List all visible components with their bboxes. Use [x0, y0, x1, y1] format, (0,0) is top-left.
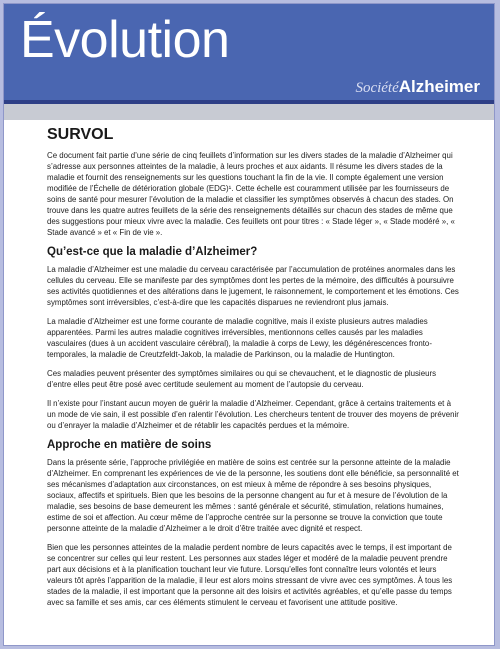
paragraph: Bien que les personnes atteintes de la maladie perdent nombre de leurs capacités avec le temps, il est important de se concentrer sur celles qui leur restent. Les personnes aux stades léger et modéré de la maladie peuvent prendre part aux décisions et à la planification touchant leur vie future. Lorsqu’elles font connaître leurs volontés et leurs valeurs tôt après l’apparition de la maladie, il leur est alors moins stressant de vivre avec ces symptômes. À tous les stades de la maladie, il est important que la personne ait des loisirs et activités agréables, et qu’elle passe du temps avec sa famille et ses amis, car ces éléments stimulent le cerveau et favorisent une attitude positive. [47, 543, 453, 607]
paragraph: Dans la présente série, l’approche privilégiée en matière de soins est centrée sur la personne atteinte de la maladie d’Alzheimer. En comprenant les expériences de vie de la personne, les soutiens dont elle bénéficie, sa personnalité et ses mécanismes d’adaptation aux circonstances, on est mieux à même de répondre à ses besoins physiques, sociaux, affectifs et spirituels. Bien que les besoins de la personne changent au fur et à mesure de l’évolution de la maladie, ses besoins de base demeurent les mêmes : santé générale et sécurité, stimulation, relations humaines, estime de soi et affection. Au cœur même de l’approche centrée sur la personne se trouve la conviction que toute personne atteinte de la maladie d’Alzheimer a le droit d’être traitée avec dignité et respect. [47, 458, 459, 533]
brand-societe: Société [355, 80, 399, 96]
section-heading-alzheimer: Qu’est-ce que la maladie d’Alzheimer? [47, 246, 258, 258]
section-heading-soins: Approche en matière de soins [47, 439, 212, 451]
header-banner [4, 4, 494, 104]
header-divider-band [4, 104, 494, 120]
document-page [3, 3, 495, 646]
paragraph: La maladie d’Alzheimer est une forme courante de maladie cognitive, mais il existe plusieurs autres maladies apparentées. Parmi les autres maladie cognitives irréversibles, mentionnons celles causés par les maladies vasculaires (dues à un accident vasculaire cérébral), la maladie à corps de Lewy, les dégénérescences fronto-temporales, la maladie de Creutzfeldt-Jakob, la maladie de Parkinson, ou la maladie de Huntington. [47, 317, 432, 359]
brand-alzheimer: Alzheimer [398, 77, 480, 96]
document-title: Évolution [20, 11, 230, 69]
paragraph: La maladie d’Alzheimer est une maladie du cerveau caractérisée par l’accumulation de protéines anormales dans les cellules du cerveau. Elle se manifeste par des symptômes dont les pertes de la mémoire, des difficultés à poursuivre ses activités quotidiennes et des altérations dans le jugement, le raisonnement, le comportement et les émotions. Ces symptômes sont irréversibles, c’est-à-dire que les capacités disparues ne reviendront plus jamais. [47, 265, 459, 307]
document-body [47, 126, 461, 616]
paragraph: Ces maladies peuvent présenter des symptômes similaires ou qui se chevauchent, et le diagnostic de plusieurs d’entre elles peut être posé avec certitude seulement au moment de l’autopsie du cerveau. [47, 369, 437, 389]
section-heading-survol: SURVOL [47, 126, 114, 143]
brand-logo [355, 78, 480, 97]
intro-paragraph: Ce document fait partie d’une série de cinq feuillets d’information sur les divers stades de la maladie d’Alzheimer qui s’adresse aux personnes atteintes de la maladie, à leurs proches et aux aidants. Il résume les divers stades de la maladie et fournit des renseignements sur les questions touchant la fin de la vie. Il compte également une version modifiée de l’Échelle de détérioration globale (EDG)¹. Cette échelle est couramment utilisée par les fournisseurs de soins de santé pour mesurer l’évolution de la maladie et classifier les symptômes observés à chacun des stades. On trouve dans les quatre autres feuillets de la série des renseignements détaillés sur chacun des stades de même que des suggestions pour mieux vivre avec la maladie. Ces feuillets ont pour titres : « Stade léger », « Stade modéré », « Stade avancé » et « Fin de vie ». [47, 151, 455, 237]
paragraph: Il n’existe pour l’instant aucun moyen de guérir la maladie d’Alzheimer. Cependant, grâce à certains traitements et à un mode de vie sain, il est possible d’en ralentir l’évolution. Les chercheurs tentent de trouver des moyens de prévenir ou d’enrayer la maladie d’Alzheimer et de rétablir les capacités perdues et la mémoire. [47, 399, 459, 430]
